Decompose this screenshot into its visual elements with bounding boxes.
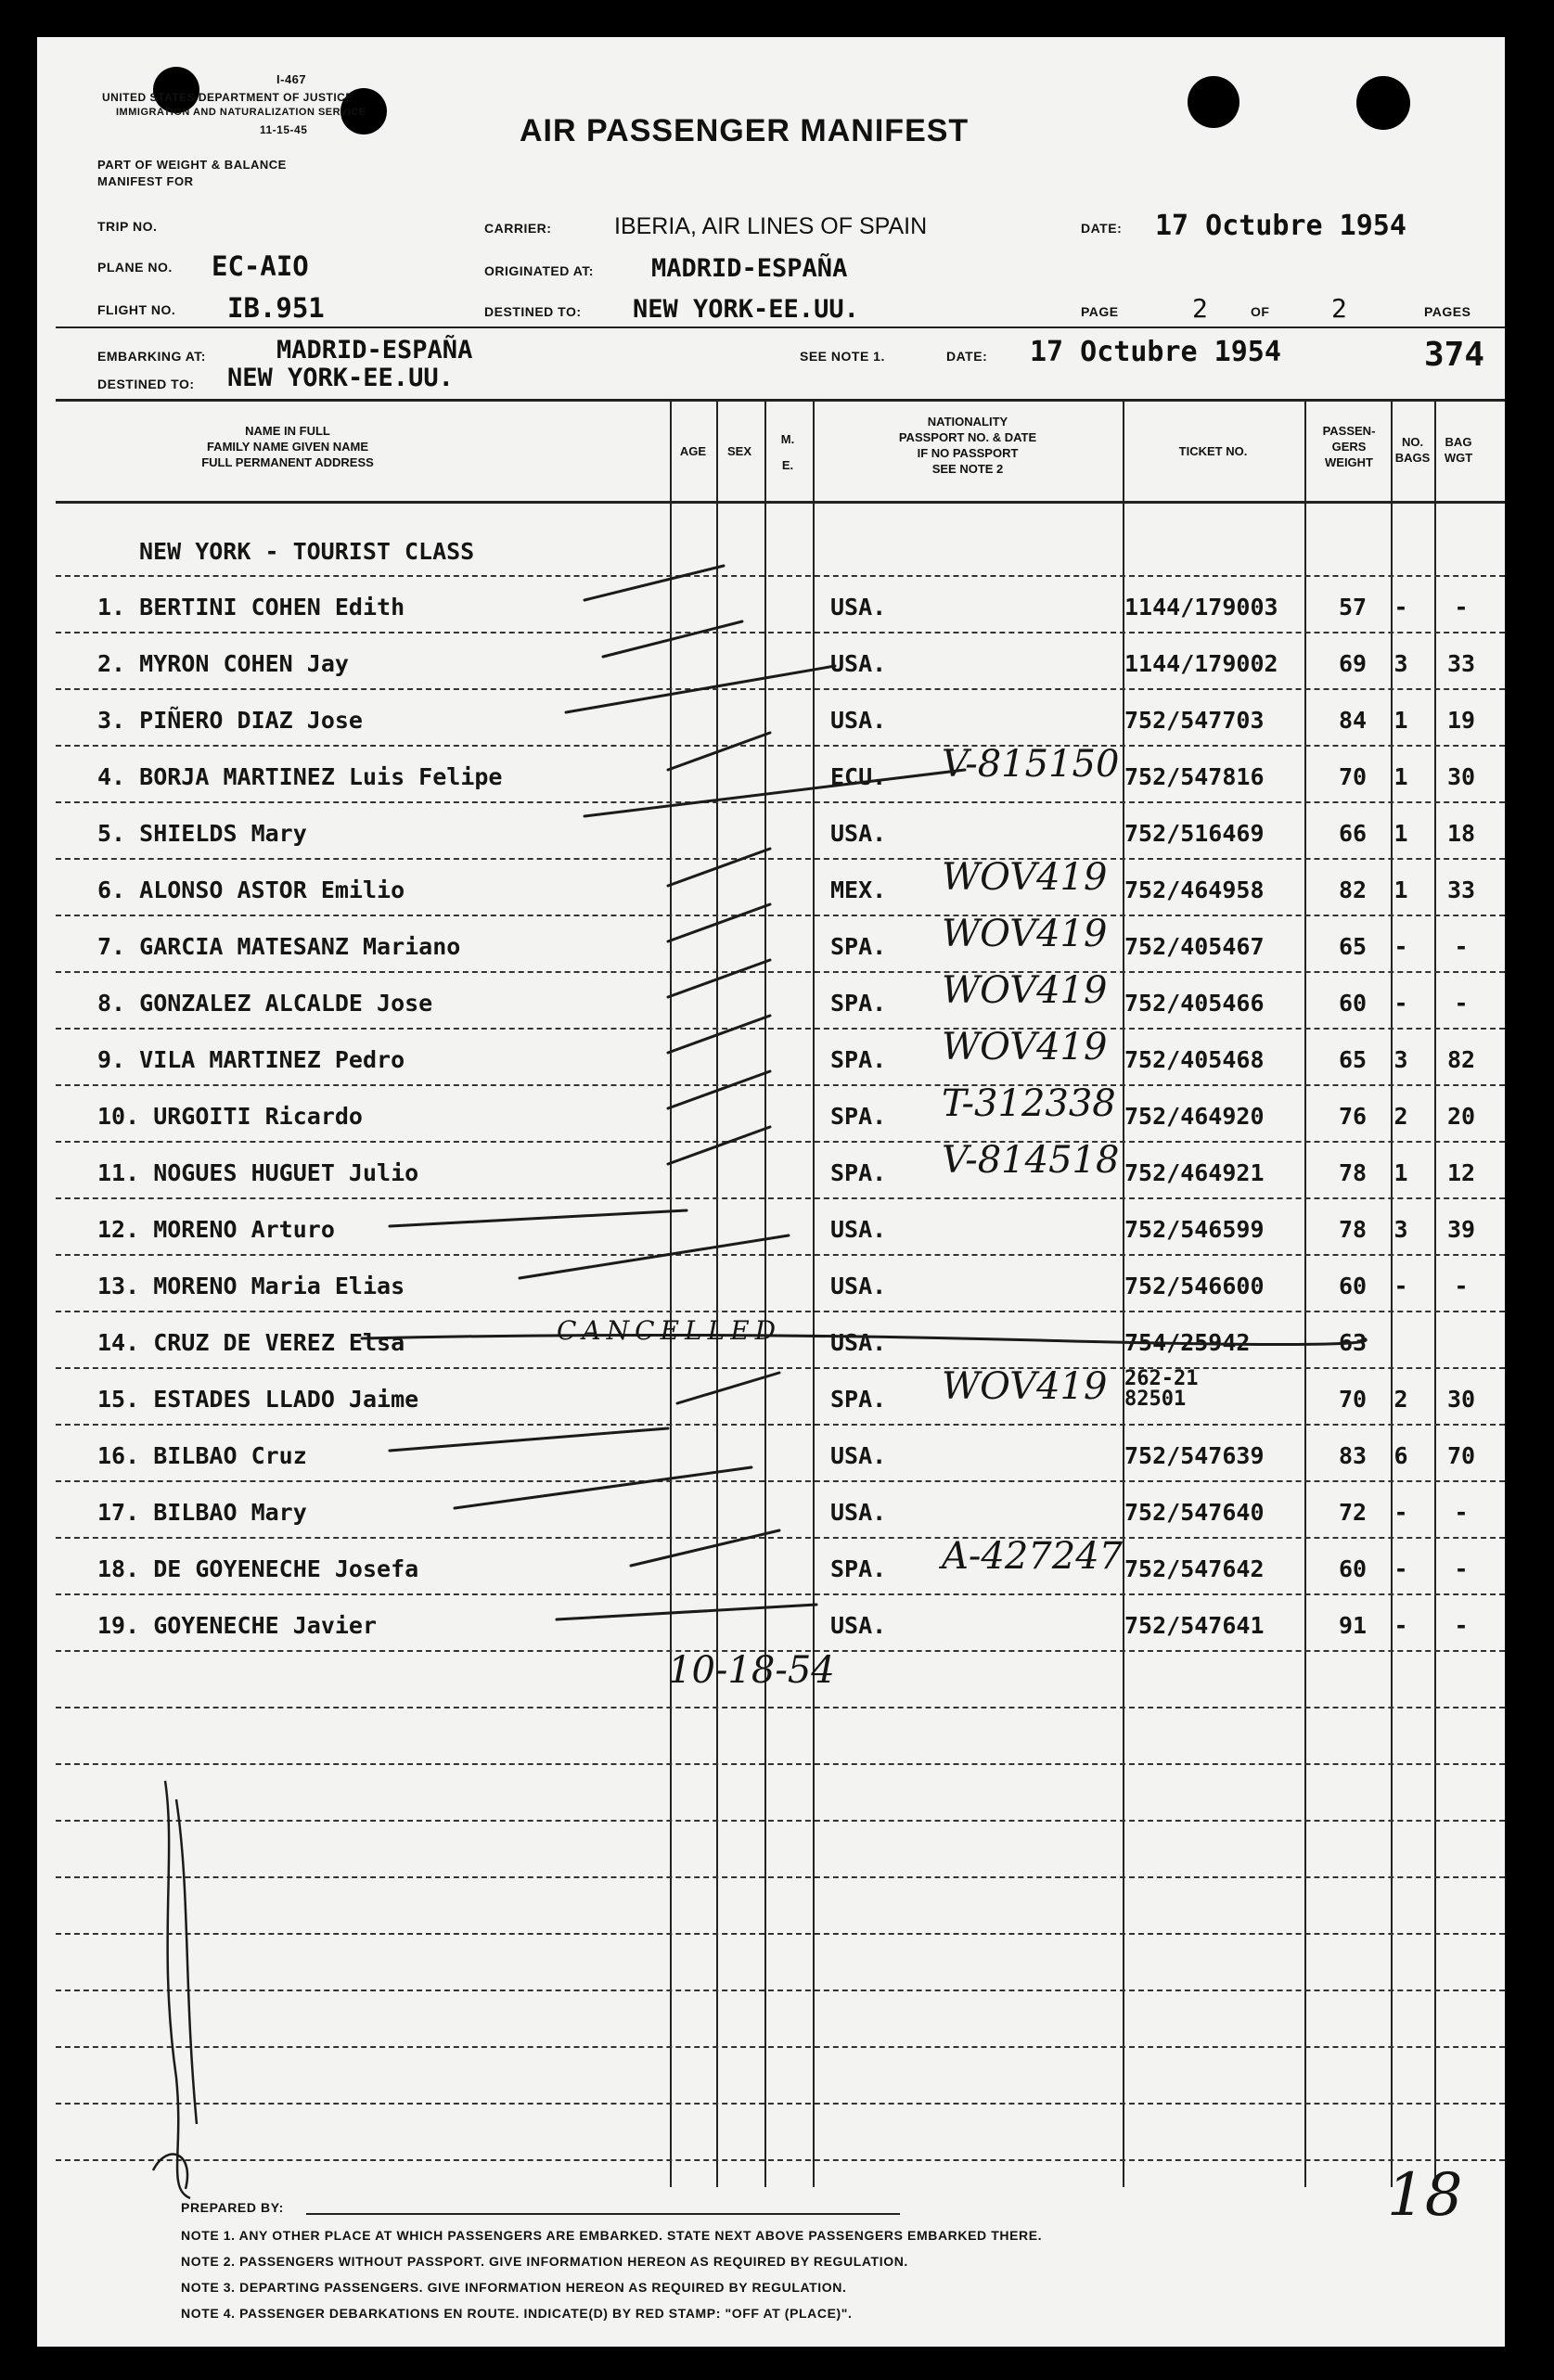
passenger-bag-wgt: - <box>1454 1555 1469 1582</box>
passenger-ticket: 752/405467 <box>1124 933 1265 960</box>
passenger-passport: T-312338 <box>942 1082 1116 1125</box>
col-header-bags: NO. BAGS <box>1394 435 1431 465</box>
form-date-code: 11-15-45 <box>260 123 308 136</box>
passenger-name: 16. BILBAO Cruz <box>97 1442 307 1469</box>
embarking-at-label: EMBARKING AT: <box>97 349 206 364</box>
passenger-nationality: SPA. <box>830 1386 887 1413</box>
passenger-bag-wgt: 70 <box>1446 1442 1476 1469</box>
passenger-nationality: USA. <box>830 650 887 677</box>
note-4: NOTE 4. PASSENGER DEBARKATIONS EN ROUTE. INDICATE(D) BY RED STAMP: "OFF AT (PLACE)". <box>181 2306 853 2321</box>
passenger-nationality: USA. <box>830 1273 887 1299</box>
passenger-weight: 69 <box>1338 650 1368 677</box>
section-title: NEW YORK - TOURIST CLASS <box>139 538 475 565</box>
passenger-ticket: 752/547703 <box>1124 707 1265 734</box>
originated-at-label: ORIGINATED AT: <box>484 263 594 278</box>
passenger-bags: 3 <box>1393 1046 1408 1073</box>
passenger-name: 11. NOGUES HUGUET Julio <box>97 1159 419 1186</box>
passenger-nationality: SPA. <box>830 1046 887 1073</box>
passenger-weight: 70 <box>1338 763 1368 790</box>
form-number: I-467 <box>276 72 307 86</box>
of-value: 2 <box>1331 293 1347 324</box>
passenger-ticket: 752/547816 <box>1124 763 1265 790</box>
passenger-name: 19. GOYENECHE Javier <box>97 1612 378 1639</box>
passenger-nationality: USA. <box>830 1442 887 1469</box>
passenger-passport: WOV419 <box>942 1365 1108 1408</box>
passenger-name: 5. SHIELDS Mary <box>97 820 307 847</box>
passenger-weight: 72 <box>1338 1499 1368 1526</box>
passenger-name: 18. DE GOYENECHE Josefa <box>97 1555 419 1582</box>
page-value: 2 <box>1192 293 1208 324</box>
passenger-bag-wgt: - <box>1454 594 1469 621</box>
passenger-ticket: 752/546600 <box>1124 1273 1265 1299</box>
passenger-weight: 70 <box>1338 1386 1368 1413</box>
passenger-name: 4. BORJA MARTINEZ Luis Felipe <box>97 763 503 790</box>
passenger-nationality: ECU. <box>830 763 887 790</box>
handwritten-marks <box>37 37 1505 2347</box>
date-2-label: DATE: <box>946 349 988 364</box>
passenger-passport: V-814518 <box>942 1139 1120 1182</box>
passenger-bags: 1 <box>1393 820 1408 847</box>
passenger-passport: WOV419 <box>942 969 1108 1012</box>
passenger-bag-wgt: 18 <box>1446 820 1476 847</box>
carrier-value: IBERIA, AIR LINES OF SPAIN <box>614 213 928 239</box>
passenger-bags: 3 <box>1393 1216 1408 1243</box>
passenger-name: 2. MYRON COHEN Jay <box>97 650 349 677</box>
passenger-name: 3. PIÑERO DIAZ Jose <box>97 707 363 734</box>
passenger-ticket: 1144/179003 <box>1124 594 1278 621</box>
passenger-weight: 57 <box>1338 594 1368 621</box>
passenger-nationality: USA. <box>830 1216 887 1243</box>
passenger-bag-wgt: - <box>1454 1273 1469 1299</box>
passenger-bags: - <box>1393 1499 1408 1526</box>
note-1: NOTE 1. ANY OTHER PLACE AT WHICH PASSENGERS ARE EMBARKED. STATE NEXT ABOVE PASSENGERS EMBARKED THERE. <box>181 2228 1043 2243</box>
passenger-bags: 2 <box>1393 1386 1408 1413</box>
passenger-name: 17. BILBAO Mary <box>97 1499 307 1526</box>
plane-no-label: PLANE NO. <box>97 260 173 275</box>
col-header-ticket: TICKET NO. <box>1178 444 1248 458</box>
pages-label: PAGES <box>1424 304 1471 319</box>
passenger-weight: 78 <box>1338 1216 1368 1243</box>
passenger-bag-wgt: 19 <box>1446 707 1476 734</box>
passenger-weight: 65 <box>1338 933 1368 960</box>
passenger-name: 13. MORENO Maria Elias <box>97 1273 405 1299</box>
passenger-bag-wgt: 33 <box>1446 877 1476 903</box>
passenger-weight: 60 <box>1338 1273 1368 1299</box>
passenger-passport: WOV419 <box>942 913 1108 955</box>
passenger-ticket: 752/516469 <box>1124 820 1265 847</box>
note-3: NOTE 3. DEPARTING PASSENGERS. GIVE INFORMATION HEREON AS REQUIRED BY REGULATION. <box>181 2280 847 2295</box>
passenger-nationality: SPA. <box>830 933 887 960</box>
passenger-name: 12. MORENO Arturo <box>97 1216 335 1243</box>
passenger-bags: 1 <box>1393 763 1408 790</box>
manifest-number: 374 <box>1424 336 1485 374</box>
passenger-weight: 60 <box>1338 1555 1368 1582</box>
passenger-name: 14. CRUZ DE VEREZ Elsa <box>97 1329 405 1356</box>
page-annotation: 18 <box>1387 2161 1463 2230</box>
passenger-passport: A-427247 <box>942 1535 1124 1578</box>
passenger-name: 10. URGOITI Ricardo <box>97 1103 363 1130</box>
passenger-nationality: MEX. <box>830 877 887 903</box>
passenger-bags: 1 <box>1393 707 1408 734</box>
passenger-weight: 82 <box>1338 877 1368 903</box>
passenger-bags: 6 <box>1393 1442 1408 1469</box>
destined-to-2-label: DESTINED TO: <box>97 377 195 391</box>
agency-line-1: UNITED STATES DEPARTMENT OF JUSTICE <box>102 91 353 104</box>
passenger-weight: 76 <box>1338 1103 1368 1130</box>
carrier-label: CARRIER: <box>484 221 552 236</box>
passenger-bag-wgt: 30 <box>1446 1386 1476 1413</box>
passenger-nationality: USA. <box>830 820 887 847</box>
col-header-age: AGE <box>679 444 707 458</box>
passenger-bag-wgt: 82 <box>1446 1046 1476 1073</box>
destined-to-label: DESTINED TO: <box>484 304 582 319</box>
passenger-bags: - <box>1393 594 1408 621</box>
col-header-me: M. E. <box>780 432 795 472</box>
passenger-bags: - <box>1393 933 1408 960</box>
passenger-nationality: SPA. <box>830 1555 887 1582</box>
passenger-weight: 84 <box>1338 707 1368 734</box>
passenger-bags: 1 <box>1393 877 1408 903</box>
passenger-weight: 60 <box>1338 990 1368 1017</box>
passenger-ticket: 752/464921 <box>1124 1159 1265 1186</box>
passenger-nationality: USA. <box>830 1329 887 1356</box>
trip-no-label: TRIP NO. <box>97 219 158 234</box>
passenger-bag-wgt: - <box>1454 933 1469 960</box>
passenger-passport: V-815150 <box>942 743 1120 786</box>
flight-no-label: FLIGHT NO. <box>97 302 176 317</box>
passenger-bags: 3 <box>1393 650 1408 677</box>
passenger-ticket: 752/547639 <box>1124 1442 1265 1469</box>
passenger-nationality: USA. <box>830 1499 887 1526</box>
passenger-ticket: 752/405468 <box>1124 1046 1265 1073</box>
passenger-weight: 65 <box>1338 1046 1368 1073</box>
handwritten-date: 10-18-54 <box>668 1649 835 1692</box>
passenger-weight: 66 <box>1338 820 1368 847</box>
date-value: 17 Octubre 1954 <box>1155 210 1406 242</box>
destined-to-value: NEW YORK-EE.UU. <box>633 295 859 324</box>
passenger-bags: - <box>1393 1273 1408 1299</box>
passenger-ticket: 752/547640 <box>1124 1499 1265 1526</box>
passenger-weight: 91 <box>1338 1612 1368 1639</box>
passenger-name: 15. ESTADES LLADO Jaime <box>97 1386 419 1413</box>
passenger-ticket: 754/25942 <box>1124 1329 1251 1356</box>
passenger-nationality: USA. <box>830 594 887 621</box>
passenger-bag-wgt: 20 <box>1446 1103 1476 1130</box>
cancelled-annotation: CANCELLED <box>557 1315 782 1346</box>
date-label: DATE: <box>1081 221 1123 236</box>
passenger-bags: - <box>1393 1555 1408 1582</box>
passenger-name: 8. GONZALEZ ALCALDE Jose <box>97 990 433 1017</box>
passenger-ticket: 752/464958 <box>1124 877 1265 903</box>
passenger-bag-wgt: - <box>1454 1499 1469 1526</box>
col-header-sex: SEX <box>726 444 751 458</box>
passenger-bag-wgt: 39 <box>1446 1216 1476 1243</box>
embarking-at-value: MADRID-ESPAÑA <box>276 336 473 365</box>
part-of-line-1: PART OF WEIGHT & BALANCE <box>97 158 287 172</box>
passenger-nationality: SPA. <box>830 1103 887 1130</box>
date-2-value: 17 Octubre 1954 <box>1030 336 1281 368</box>
passenger-name: 6. ALONSO ASTOR Emilio <box>97 877 405 903</box>
passenger-bag-wgt: 12 <box>1446 1159 1476 1186</box>
col-header-name: NAME IN FULL FAMILY NAME GIVEN NAME FULL PERMANENT ADDRESS <box>201 424 374 469</box>
passenger-bag-wgt: - <box>1454 1612 1469 1639</box>
passenger-name: 9. VILA MARTINEZ Pedro <box>97 1046 405 1073</box>
passenger-ticket: 752/405466 <box>1124 990 1265 1017</box>
passenger-nationality: SPA. <box>830 1159 887 1186</box>
passenger-bag-wgt: 30 <box>1446 763 1476 790</box>
passenger-ticket: 752/546599 <box>1124 1216 1265 1243</box>
passenger-ticket: 752/547642 <box>1124 1555 1265 1582</box>
plane-no-value: EC-AIO <box>212 250 309 282</box>
note-2: NOTE 2. PASSENGERS WITHOUT PASSPORT. GIVE INFORMATION HEREON AS REQUIRED BY REGULATION. <box>181 2254 908 2269</box>
agency-line-2: IMMIGRATION AND NATURALIZATION SERVICE <box>116 107 366 118</box>
col-header-nationality: NATIONALITY PASSPORT NO. & DATE IF NO PASSPORT SEE NOTE 2 <box>898 415 1037 476</box>
passenger-weight: 78 <box>1338 1159 1368 1186</box>
prepared-by-label: PREPARED BY: <box>181 2200 284 2215</box>
passenger-ticket: 752/464920 <box>1124 1103 1265 1130</box>
passenger-bags: - <box>1393 990 1408 1017</box>
of-label: OF <box>1251 304 1270 319</box>
col-header-bag-wgt: BAG WGT <box>1444 435 1473 465</box>
passenger-name: 7. GARCIA MATESANZ Mariano <box>97 933 461 960</box>
passenger-passport: WOV419 <box>942 856 1108 899</box>
manifest-paper <box>37 37 1505 2347</box>
passenger-passport: WOV419 <box>942 1026 1108 1068</box>
page-label: PAGE <box>1081 304 1119 319</box>
passenger-bag-wgt: 33 <box>1446 650 1476 677</box>
originated-at-value: MADRID-ESPAÑA <box>651 254 848 283</box>
see-note-label: SEE NOTE 1. <box>800 349 885 364</box>
passenger-nationality: USA. <box>830 1612 887 1639</box>
passenger-bags: 2 <box>1393 1103 1408 1130</box>
destined-to-2-value: NEW YORK-EE.UU. <box>227 364 454 392</box>
passenger-nationality: USA. <box>830 707 887 734</box>
passenger-name: 1. BERTINI COHEN Edith <box>97 594 405 621</box>
flight-no-value: IB.951 <box>227 292 325 324</box>
passenger-weight: 83 <box>1338 1442 1368 1469</box>
passenger-bags: - <box>1393 1612 1408 1639</box>
passenger-ticket: 752/547641 <box>1124 1612 1265 1639</box>
prepared-by-line <box>306 2213 900 2215</box>
part-of-line-2: MANIFEST FOR <box>97 174 194 188</box>
manifest-title: AIR PASSENGER MANIFEST <box>520 113 970 148</box>
passenger-bags: 1 <box>1393 1159 1408 1186</box>
passenger-weight: 63 <box>1338 1329 1368 1356</box>
passenger-ticket: 1144/179002 <box>1124 650 1278 677</box>
passenger-bag-wgt: - <box>1454 990 1469 1017</box>
passenger-ticket: 262-21 82501 <box>1124 1367 1199 1411</box>
passenger-nationality: SPA. <box>830 990 887 1017</box>
col-header-weight: PASSEN- GERS WEIGHT <box>1322 424 1376 469</box>
